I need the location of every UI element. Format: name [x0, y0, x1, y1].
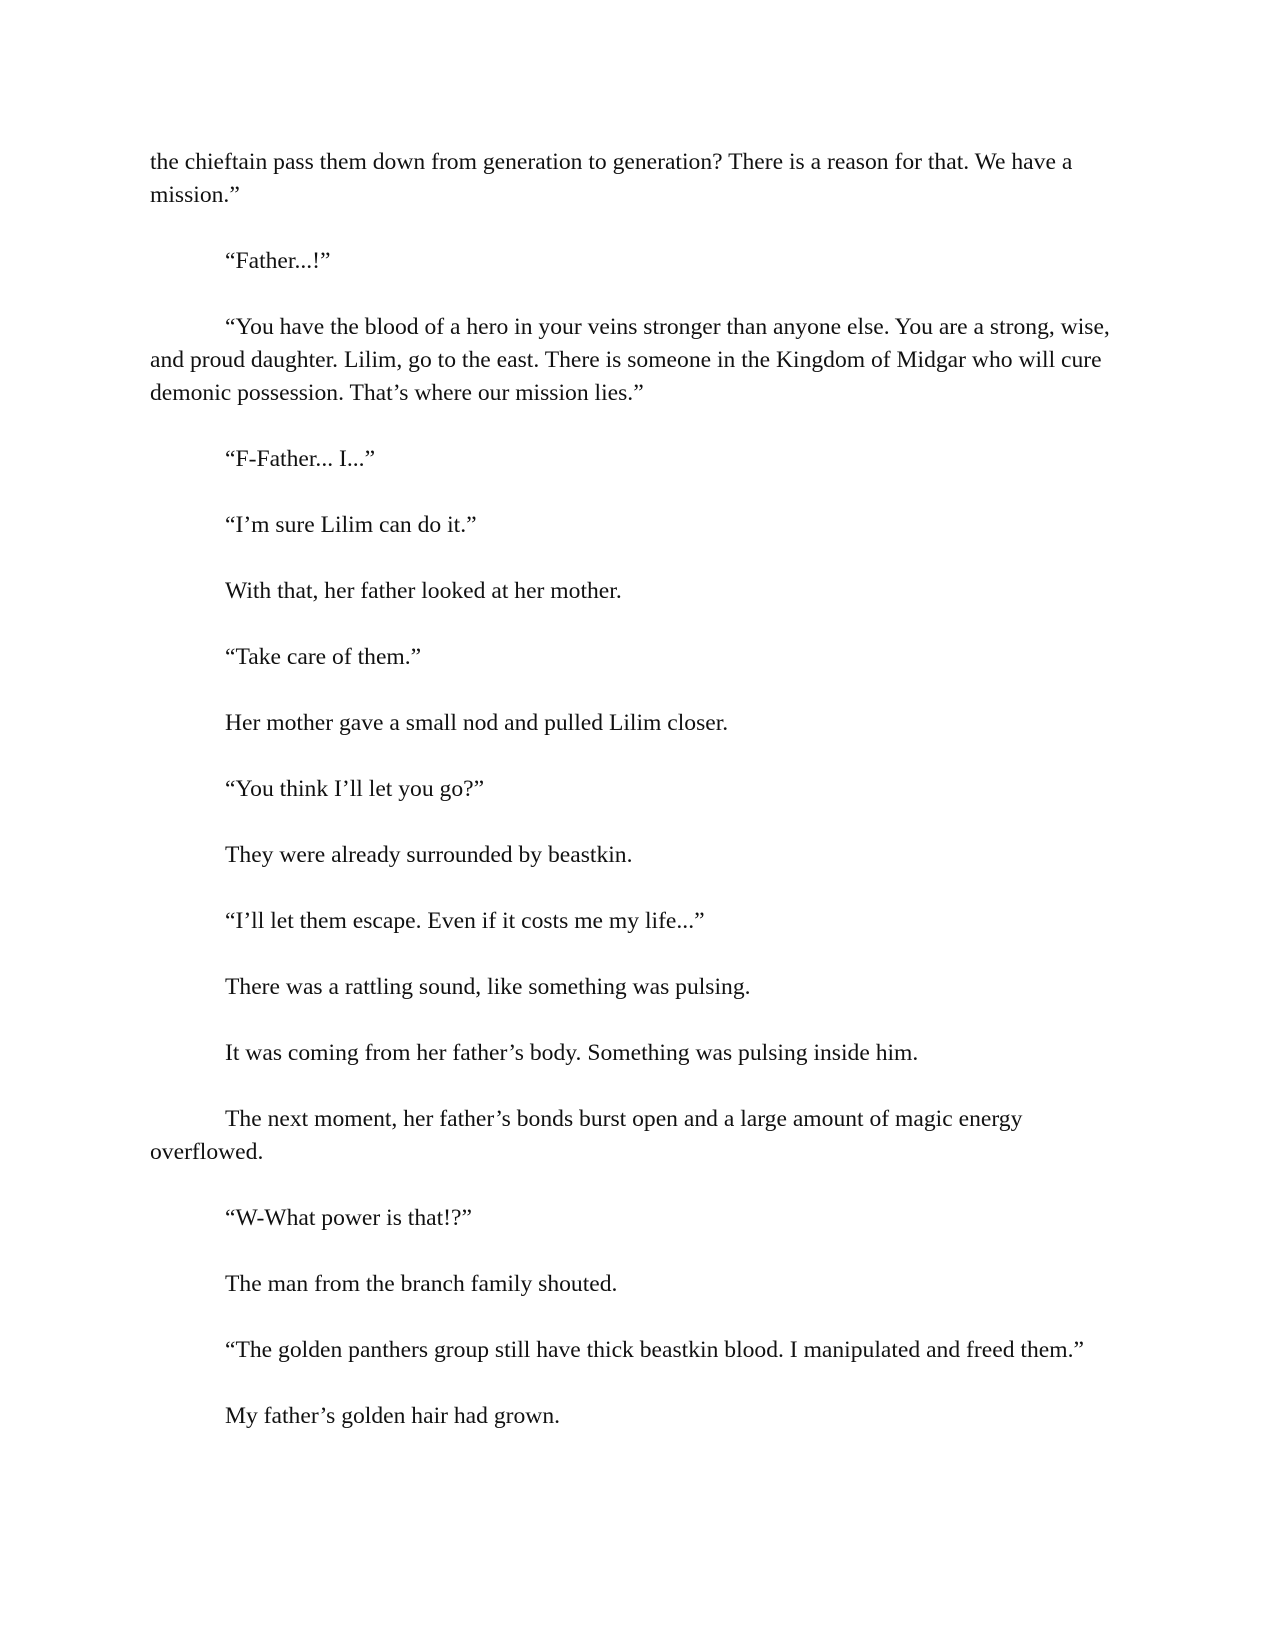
paragraph: the chieftain pass them down from generation to generation? There is a reason for that. We have a mission.” [150, 149, 1073, 208]
paragraph: “I’m sure Lilim can do it.” [225, 512, 477, 538]
paragraph: “You have the blood of a hero in your veins stronger than anyone else. You are a strong, wise, and proud daughter. Lilim, go to the east. There is someone in the Kingdom of Midgar who will cure demonic possession. That’s where our mission lies.” [150, 314, 1110, 406]
paragraph: “I’ll let them escape. Even if it costs me my life...” [225, 908, 705, 934]
paragraph: “W-What power is that!?” [225, 1205, 472, 1231]
paragraph: “F-Father... I...” [225, 446, 376, 472]
paragraph: Her mother gave a small nod and pulled Lilim closer. [225, 710, 729, 736]
paragraph: “Take care of them.” [225, 644, 422, 670]
paragraph: It was coming from her father’s body. Something was pulsing inside him. [225, 1040, 919, 1066]
paragraph: The man from the branch family shouted. [225, 1271, 618, 1297]
paragraph: “Father...!” [225, 248, 331, 274]
document-text-body [150, 146, 1135, 1466]
paragraph: They were already surrounded by beastkin. [225, 842, 633, 868]
paragraph: There was a rattling sound, like something was pulsing. [225, 974, 751, 1000]
paragraph: My father’s golden hair had grown. [225, 1403, 561, 1429]
paragraph: “The golden panthers group still have thick beastkin blood. I manipulated and freed them.” [225, 1337, 1084, 1363]
paragraph: The next moment, her father’s bonds burst open and a large amount of magic energy overflowed. [150, 1106, 1023, 1165]
paragraph: With that, her father looked at her mother. [225, 578, 622, 604]
paragraph: “You think I’ll let you go?” [225, 776, 485, 802]
